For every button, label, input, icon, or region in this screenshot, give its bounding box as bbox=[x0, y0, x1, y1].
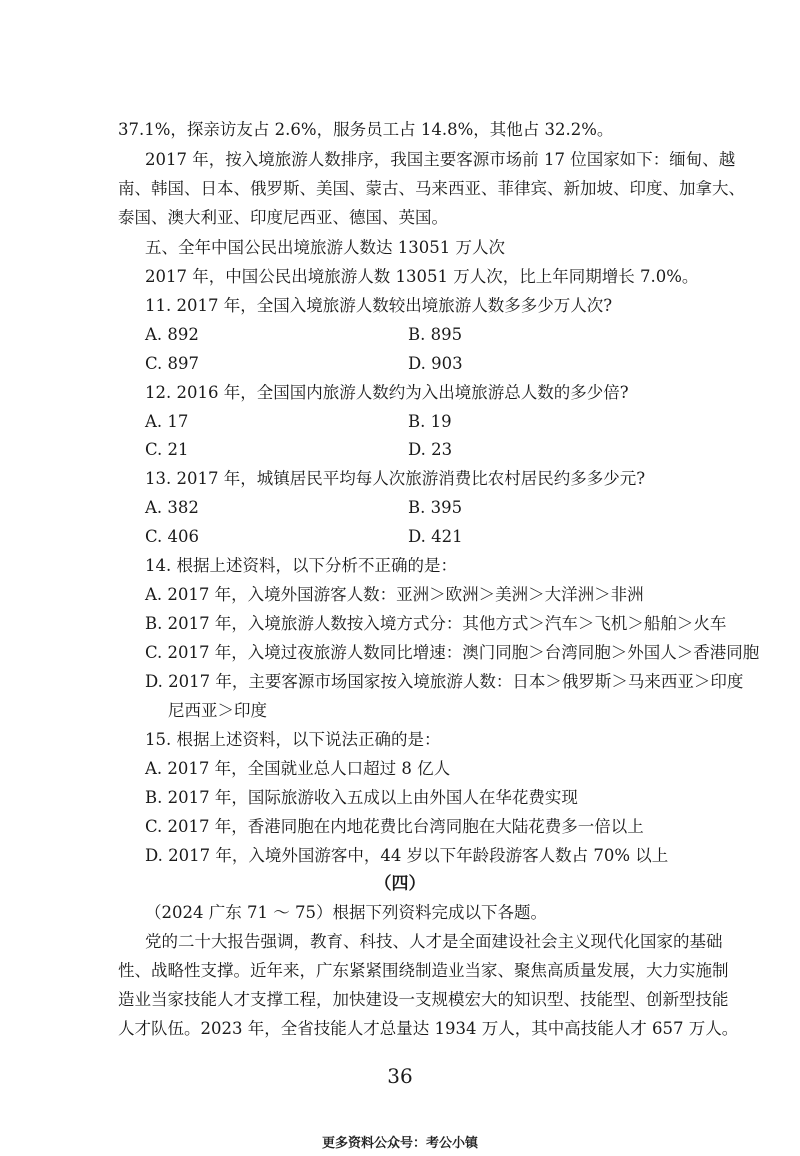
option-b: B. 895 bbox=[408, 325, 463, 344]
text-line: 37.1%，探亲访友占 2.6%，服务员工占 14.8%，其他占 32.2%。 bbox=[118, 120, 614, 139]
footer-text: 更多资料公众号：考公小镇 bbox=[321, 1136, 478, 1151]
option-d: D. 2017 年，入境外国游客中，44 岁以下年龄段游客人数占 70% 以上 bbox=[145, 846, 669, 865]
section-heading: 五、全年中国公民出境旅游人数达 13051 万人次 bbox=[145, 238, 505, 257]
option-d: D. 2017 年，主要客源市场国家按入境旅游人数：日本＞俄罗斯＞马来西亚＞印度 bbox=[145, 672, 744, 691]
question-stem-13: 13. 2017 年，城镇居民平均每人次旅游消费比农村居民约多多少元? bbox=[145, 469, 646, 488]
paragraph-line: 人才队伍。2023 年，全省技能人才总量达 1934 万人，其中高技能人才 657 万人。 bbox=[118, 1019, 739, 1038]
question-stem-15: 15. 根据上述资料，以下说法正确的是： bbox=[145, 730, 441, 749]
option-d-continued: 尼西亚＞印度 bbox=[168, 701, 267, 720]
text-line: 南、韩国、日本、俄罗斯、美国、蒙古、马来西亚、菲律宾、新加坡、印度、加拿大、 bbox=[118, 179, 745, 198]
option-a: A. 892 bbox=[145, 325, 199, 344]
paragraph-line: 党的二十大报告强调，教育、科技、人才是全面建设社会主义现代化国家的基础 bbox=[145, 932, 723, 951]
text-line: 2017 年，按入境旅游人数排序，我国主要客源市场前 17 位国家如下：缅甸、越 bbox=[145, 150, 736, 169]
section-title: （四） bbox=[374, 874, 426, 894]
option-a: A. 2017 年，全国就业总人口超过 8 亿人 bbox=[145, 759, 451, 778]
option-b: B. 395 bbox=[408, 498, 463, 517]
question-stem-11: 11. 2017 年，全国入境旅游人数较出境旅游人数多多少万人次? bbox=[145, 296, 613, 315]
option-b: B. 19 bbox=[408, 412, 452, 431]
question-stem-12: 12. 2016 年，全国国内旅游人数约为入出境旅游总人数的多少倍? bbox=[145, 383, 629, 402]
option-c: C. 21 bbox=[145, 440, 189, 459]
text-line: 2017 年，中国公民出境旅游人数 13051 万人次，比上年同期增长 7.0%。 bbox=[145, 267, 699, 286]
section-intro: （2024 广东 71 ～ 75）根据下列资料完成以下各题。 bbox=[145, 903, 547, 922]
option-a: A. 382 bbox=[145, 498, 199, 517]
option-a: A. 2017 年，入境外国游客人数：亚洲＞欧洲＞美洲＞大洋洲＞非洲 bbox=[145, 585, 644, 604]
option-a: A. 17 bbox=[145, 412, 189, 431]
option-c: C. 2017 年，入境过夜旅游人数同比增速：澳门同胞＞台湾同胞＞外国人＞香港同胞 bbox=[145, 643, 760, 662]
option-d: D. 23 bbox=[408, 440, 453, 459]
question-stem-14: 14. 根据上述资料，以下分析不正确的是： bbox=[145, 556, 457, 575]
page-number: 36 bbox=[387, 1064, 413, 1088]
option-d: D. 421 bbox=[408, 527, 463, 546]
text-line: 泰国、澳大利亚、印度尼西亚、德国、英国。 bbox=[118, 208, 448, 227]
option-b: B. 2017 年，入境旅游人数按入境方式分：其他方式＞汽车＞飞机＞船舶＞火车 bbox=[145, 614, 727, 633]
paragraph-line: 造业当家技能人才支撑工程，加快建设一支规模宏大的知识型、技能型、创新型技能 bbox=[118, 990, 729, 1009]
option-c: C. 2017 年，香港同胞在内地花费比台湾同胞在大陆花费多一倍以上 bbox=[145, 817, 644, 836]
paragraph-line: 性、战略性支撑。近年来，广东紧紧围绕制造业当家、聚焦高质量发展，大力实施制 bbox=[118, 961, 729, 980]
option-b: B. 2017 年，国际旅游收入五成以上由外国人在华花费实现 bbox=[145, 788, 578, 807]
option-c: C. 406 bbox=[145, 527, 200, 546]
option-c: C. 897 bbox=[145, 354, 200, 373]
option-d: D. 903 bbox=[408, 354, 463, 373]
